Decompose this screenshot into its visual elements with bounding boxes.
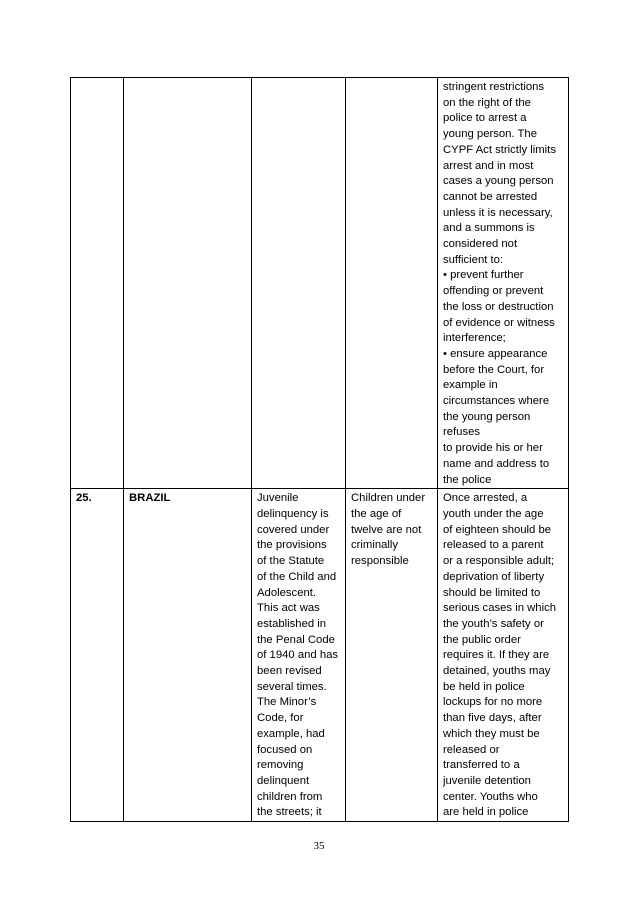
- text-line: young person. The: [443, 128, 537, 141]
- text-line: circumstances where: [443, 395, 550, 408]
- text-line: to provide his or her: [443, 442, 543, 455]
- text-line: juvenile detention: [443, 774, 531, 787]
- text-line: of eighteen should be: [443, 523, 552, 536]
- text-line: interference;: [443, 332, 506, 345]
- text-line: • ensure appearance: [443, 347, 548, 360]
- text-line: of the Statute: [257, 555, 325, 568]
- text-line: cannot be arrested: [443, 190, 538, 203]
- text-line: which they must be: [443, 727, 540, 740]
- text-line: delinquency is: [257, 507, 329, 520]
- text-line: example in: [443, 379, 498, 392]
- text-line: Adolescent.: [257, 586, 317, 599]
- document-table: [70, 77, 569, 822]
- text-line: delinquent: [257, 774, 310, 787]
- text-line: be held in police: [443, 680, 525, 693]
- text-line: of the Child and: [257, 570, 337, 583]
- cell-number: 25.: [71, 489, 124, 822]
- text-line: the age of: [351, 507, 402, 520]
- text-line: the loss or destruction: [443, 300, 554, 313]
- text-line: been revised: [257, 665, 322, 678]
- table-row-brazil: [71, 489, 569, 822]
- text-line: released to a parent: [443, 539, 544, 552]
- text-line: deprivation of liberty: [443, 570, 545, 583]
- text-line: removing: [257, 759, 304, 772]
- cell-arrest-continuation: [438, 78, 569, 489]
- text-line: and a summons is: [443, 222, 535, 235]
- text-line: sufficient to:: [443, 253, 504, 266]
- cell-number-continuation: [71, 78, 124, 489]
- text-line: example, had: [257, 727, 325, 740]
- text-line: twelve are not: [351, 523, 422, 536]
- text-line: police to arrest a: [443, 112, 527, 125]
- cell-legislation: [252, 489, 346, 822]
- page-number: 35: [313, 840, 325, 852]
- text-line: covered under: [257, 523, 330, 536]
- text-line: the public order: [443, 633, 521, 646]
- text-line: before the Court, for: [443, 363, 545, 376]
- text-line: the police: [443, 473, 492, 486]
- text-line: stringent restrictions: [443, 81, 545, 93]
- text-line: arrest and in most: [443, 159, 534, 172]
- cell-age-continuation: [346, 78, 438, 489]
- text-line: transferred to a: [443, 759, 520, 772]
- text-line: detained, youths may: [443, 665, 551, 678]
- text-line: lockups for no more: [443, 696, 543, 709]
- text-line: of evidence or witness: [443, 316, 555, 329]
- text-line: unless it is necessary,: [443, 206, 553, 219]
- table-row-continuation: [71, 78, 569, 489]
- text-line: several times.: [257, 680, 327, 693]
- text-line: name and address to: [443, 457, 550, 470]
- text-line: The Minor’s: [257, 696, 317, 709]
- text-line: Juvenile: [257, 492, 299, 505]
- text-line: the youth’s safety or: [443, 617, 544, 630]
- text-line: serious cases in which: [443, 602, 557, 615]
- cell-country-continuation: [124, 78, 252, 489]
- text-line: CYPF Act strictly limits: [443, 143, 556, 156]
- text-line: the young person: [443, 410, 531, 423]
- text-line: released or: [443, 743, 500, 756]
- text-line: center. Youths who: [443, 790, 538, 803]
- text-line: Code, for: [257, 712, 304, 725]
- text-line: refuses: [443, 426, 481, 439]
- text-line: considered not: [443, 238, 518, 251]
- text-line: children from: [257, 790, 323, 803]
- text-line: Children under: [351, 492, 426, 505]
- text-line: or a responsible adult;: [443, 555, 555, 568]
- text-line: than five days, after: [443, 712, 542, 725]
- text-line: are held in police: [443, 806, 529, 819]
- text-line: cases a young person: [443, 175, 554, 188]
- cell-country: BRAZIL: [124, 489, 252, 822]
- text-line: Once arrested, a: [443, 492, 528, 505]
- text-line: on the right of the: [443, 96, 531, 109]
- text-line: should be limited to: [443, 586, 541, 599]
- text-line: This act was: [257, 602, 320, 615]
- cell-age: [346, 489, 438, 822]
- text-line: the streets; it: [257, 806, 322, 819]
- text-line: requires it. If they are: [443, 649, 550, 662]
- text-line: the provisions: [257, 539, 327, 552]
- text-line: established in: [257, 617, 327, 630]
- text-line: offending or prevent: [443, 285, 544, 298]
- text-line: responsible: [351, 555, 409, 568]
- cell-arrest: [438, 489, 569, 822]
- text-line: the Penal Code: [257, 633, 335, 646]
- cell-legislation-continuation: [252, 78, 346, 489]
- text-line: criminally: [351, 539, 399, 552]
- text-line: • prevent further: [443, 269, 524, 282]
- text-line: of 1940 and has: [257, 649, 339, 662]
- text-line: youth under the age: [443, 507, 544, 520]
- text-line: focused on: [257, 743, 313, 756]
